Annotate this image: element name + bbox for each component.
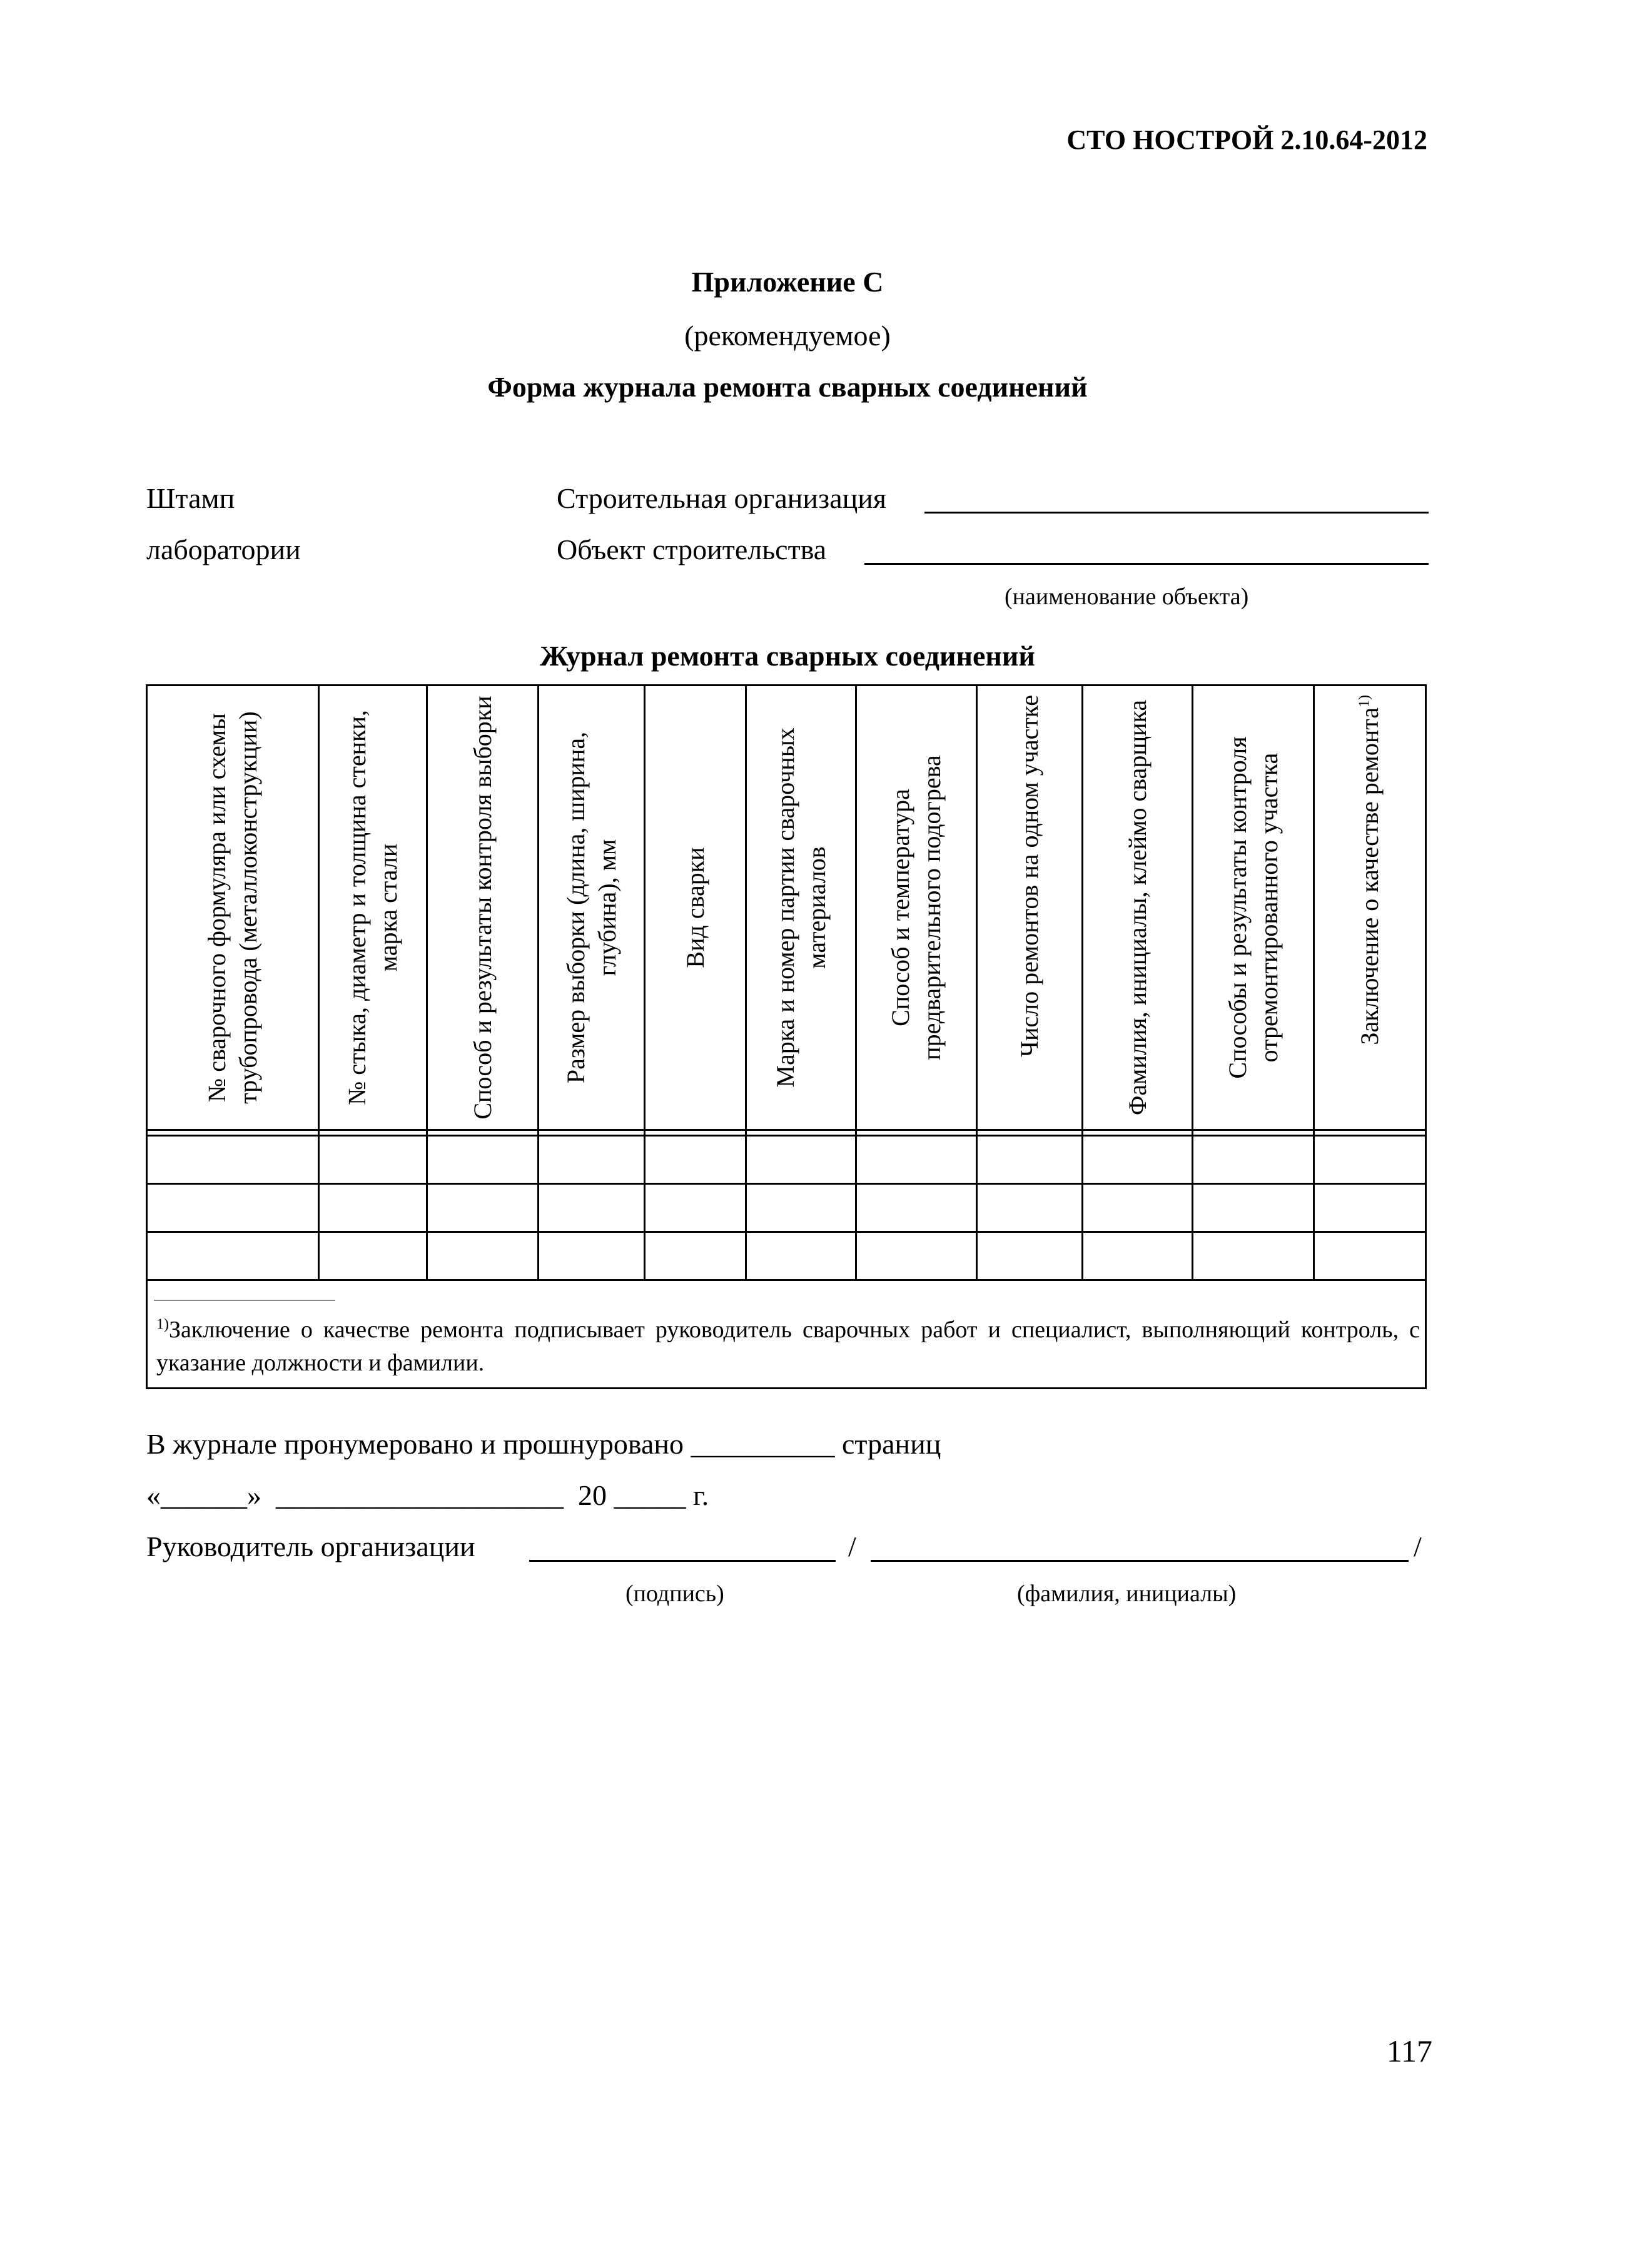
object-caption: (наименование объекта) <box>1005 584 1249 610</box>
footnote <box>156 1314 1420 1380</box>
table-cell[interactable] <box>746 1136 856 1184</box>
construction-org-label: Строительная организация <box>557 482 887 514</box>
table-cell[interactable] <box>1314 1232 1426 1280</box>
table-cell[interactable] <box>856 1136 977 1184</box>
date-year-suffix: г. <box>693 1479 709 1511</box>
slash-separator: / <box>1414 1531 1422 1562</box>
page-number: 117 <box>1386 2033 1432 2068</box>
table-cell[interactable] <box>147 1136 319 1184</box>
table-cell[interactable] <box>746 1232 856 1280</box>
date-year-prefix: 20 <box>578 1479 607 1511</box>
table-cell[interactable] <box>977 1136 1083 1184</box>
column-header <box>1314 686 1426 1130</box>
table-cell[interactable] <box>645 1184 746 1232</box>
table-cell[interactable] <box>539 1232 645 1280</box>
journal-title: Журнал ремонта сварных соединений <box>540 640 1035 672</box>
column-header-label: Способ и температура предварительного подогрева <box>886 755 946 1060</box>
numbered-pages-suffix: страниц <box>842 1428 941 1460</box>
table-cell[interactable] <box>539 1136 645 1184</box>
table-cell[interactable] <box>977 1232 1083 1280</box>
column-header-label: № стыка, диаметр и толщина стенки, марка стали <box>343 710 402 1105</box>
column-header-label: Фамилия, инициалы, клеймо сварщика <box>1123 699 1152 1116</box>
table-cell[interactable] <box>1314 1184 1426 1232</box>
signature-field[interactable] <box>529 1560 836 1562</box>
table-cell[interactable] <box>539 1184 645 1232</box>
table-cell[interactable] <box>1193 1184 1314 1232</box>
column-header-label: Вид сварки <box>681 847 709 968</box>
column-header <box>427 686 539 1130</box>
column-header-label: № сварочного формуляра или схемы трубопровода (металлоконструкции) <box>203 711 262 1104</box>
column-header-label: Способы и результаты контроля отремонтированного участка <box>1223 736 1283 1079</box>
column-header <box>856 686 977 1130</box>
signature-caption: (подпись) <box>625 1581 724 1607</box>
column-header <box>539 686 645 1130</box>
numbered-pages-line <box>146 1427 941 1461</box>
object-field[interactable] <box>864 563 1429 565</box>
close-quote: » <box>247 1479 261 1511</box>
table-cell[interactable] <box>977 1184 1083 1232</box>
table-cell[interactable] <box>319 1232 427 1280</box>
construction-org-field[interactable] <box>924 512 1429 514</box>
slash-separator: / <box>848 1531 856 1562</box>
table-cell[interactable] <box>319 1184 427 1232</box>
column-header <box>645 686 746 1130</box>
column-header <box>977 686 1083 1130</box>
date-month-field[interactable]: ____________________ <box>276 1479 564 1511</box>
column-header-label: Способ и результаты контроля выборки <box>468 696 497 1120</box>
open-quote: « <box>146 1479 161 1511</box>
appendix-title: Приложение С <box>691 266 884 298</box>
table-cell[interactable] <box>746 1184 856 1232</box>
document-code: СТО НОСТРОЙ 2.10.64-2012 <box>1066 124 1427 155</box>
column-header <box>1083 686 1193 1130</box>
footnote-mark: 1) <box>156 1316 169 1333</box>
table-cell[interactable] <box>1193 1232 1314 1280</box>
name-caption: (фамилия, инициалы) <box>1017 1581 1237 1607</box>
header-double-rule <box>147 1130 1426 1136</box>
table-cell[interactable] <box>147 1232 319 1280</box>
date-line <box>146 1479 709 1512</box>
table-cell[interactable] <box>147 1184 319 1232</box>
table-cell[interactable] <box>1083 1232 1193 1280</box>
column-header-label: Число ремонтов на одном участке <box>1015 695 1043 1058</box>
journal-table <box>146 684 1427 1281</box>
table-cell[interactable] <box>856 1232 977 1280</box>
table-row <box>147 1232 1426 1280</box>
name-field[interactable] <box>871 1560 1409 1562</box>
stamp-label: Штамп <box>146 482 235 514</box>
table-cell[interactable] <box>645 1136 746 1184</box>
footnote-box <box>146 1273 1427 1389</box>
column-header <box>319 686 427 1130</box>
table-cell[interactable] <box>856 1184 977 1232</box>
journal-header-row <box>147 686 1426 1130</box>
column-header <box>746 686 856 1130</box>
stamp-label-laboratory: лаборатории <box>146 534 301 565</box>
table-cell[interactable] <box>427 1184 539 1232</box>
table-cell[interactable] <box>1314 1136 1426 1184</box>
appendix-status: (рекомендуемое) <box>684 320 891 352</box>
column-header-label: Марка и номер партии сварочных материалов <box>771 727 831 1088</box>
table-cell[interactable] <box>1193 1136 1314 1184</box>
table-row <box>147 1184 1426 1232</box>
column-header-label: Размер выборки (длина, ширина, глубина), мм <box>561 731 621 1084</box>
table-cell[interactable] <box>1083 1136 1193 1184</box>
date-day-field[interactable]: ______ <box>161 1479 247 1511</box>
table-row <box>147 1136 1426 1184</box>
date-year-field[interactable]: _____ <box>614 1479 686 1511</box>
numbered-pages-label: В журнале пронумеровано и прошнуровано <box>146 1428 684 1460</box>
table-cell[interactable] <box>427 1232 539 1280</box>
form-title: Форма журнала ремонта сварных соединений <box>487 371 1088 403</box>
footnote-text: Заключение о качестве ремонта подписывает руководитель сварочных работ и специалист, выполняющий контроль, с указание должности и фамилии. <box>156 1317 1420 1377</box>
table-cell[interactable] <box>427 1136 539 1184</box>
footnote-divider <box>154 1300 335 1301</box>
column-header <box>147 686 319 1130</box>
table-cell[interactable] <box>645 1232 746 1280</box>
table-cell[interactable] <box>319 1136 427 1184</box>
numbered-pages-field[interactable]: __________ <box>691 1428 835 1460</box>
footnote-mark: 1) <box>1356 695 1373 707</box>
column-header <box>1193 686 1314 1130</box>
head-signature-label: Руководитель организации <box>146 1531 475 1562</box>
column-header-text: Заключение о качестве ремонта <box>1355 707 1384 1045</box>
column-header-label <box>1354 695 1385 1120</box>
table-cell[interactable] <box>1083 1184 1193 1232</box>
object-label: Объект строительства <box>557 534 827 565</box>
